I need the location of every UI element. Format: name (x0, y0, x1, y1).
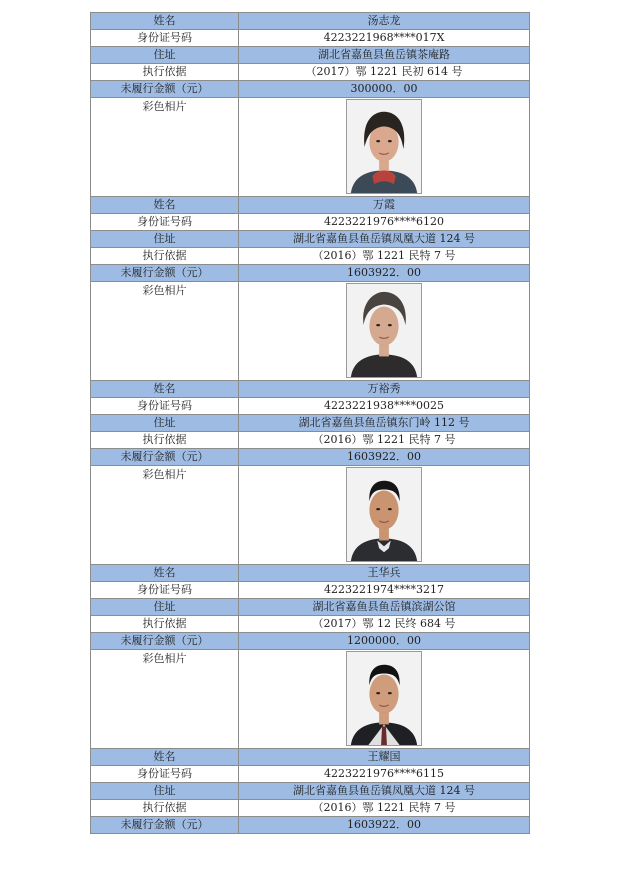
record-4-id-row (91, 582, 530, 599)
woman-portrait (346, 99, 422, 194)
name-value: 汤志龙 (239, 13, 530, 30)
address-label: 住址 (91, 783, 239, 800)
record-5-address-row (91, 783, 530, 800)
amount-label: 未履行金额（元） (91, 81, 239, 98)
photo-cell (239, 650, 530, 749)
amount-value: 300000．00 (239, 81, 530, 98)
record-2-name-row (91, 197, 530, 214)
photo-label: 彩色相片 (91, 650, 239, 749)
id-value: 4223221968****017X (239, 30, 530, 47)
record-3-id-row (91, 398, 530, 415)
photo-label: 彩色相片 (91, 98, 239, 197)
address-value: 湖北省嘉鱼县鱼岳镇滨湖公馆 (239, 599, 530, 616)
photo-label: 彩色相片 (91, 282, 239, 381)
record-2-address-row (91, 231, 530, 248)
record-5-id-row (91, 766, 530, 783)
record-4-amount-row (91, 633, 530, 650)
basis-label: 执行依据 (91, 800, 239, 817)
id-value: 4223221976****6115 (239, 766, 530, 783)
amount-label: 未履行金额（元） (91, 449, 239, 466)
name-label: 姓名 (91, 197, 239, 214)
photo-cell (239, 282, 530, 381)
debtor-table (90, 12, 530, 834)
address-value: 湖北省嘉鱼县鱼岳镇东门岭 112 号 (239, 415, 530, 432)
address-label: 住址 (91, 415, 239, 432)
record-3-amount-row (91, 449, 530, 466)
id-label: 身份证号码 (91, 398, 239, 415)
name-label: 姓名 (91, 565, 239, 582)
record-2-amount-row (91, 265, 530, 282)
record-3-address-row (91, 415, 530, 432)
basis-label: 执行依据 (91, 432, 239, 449)
record-1-name-row (91, 13, 530, 30)
record-4-name-row (91, 565, 530, 582)
address-label: 住址 (91, 47, 239, 64)
basis-value: （2016）鄂 1221 民特 7 号 (239, 800, 530, 817)
name-value: 王耀国 (239, 749, 530, 766)
basis-label: 执行依据 (91, 64, 239, 81)
address-label: 住址 (91, 599, 239, 616)
record-5-amount-row (91, 817, 530, 834)
name-label: 姓名 (91, 13, 239, 30)
id-label: 身份证号码 (91, 214, 239, 231)
elderly-woman-portrait (346, 283, 422, 378)
photo-label: 彩色相片 (91, 466, 239, 565)
amount-value: 1603922．00 (239, 265, 530, 282)
record-4-address-row (91, 599, 530, 616)
record-2-basis-row (91, 248, 530, 265)
id-label: 身份证号码 (91, 30, 239, 47)
record-4-photo-row (91, 650, 530, 749)
photo-cell (239, 98, 530, 197)
record-1-amount-row (91, 81, 530, 98)
record-1-photo-row (91, 98, 530, 197)
debtor-list-sheet (90, 12, 530, 834)
record-1-address-row (91, 47, 530, 64)
address-label: 住址 (91, 231, 239, 248)
name-value: 万裕秀 (239, 381, 530, 398)
id-value: 4223221976****6120 (239, 214, 530, 231)
address-value: 湖北省嘉鱼县鱼岳镇凤凰大道 124 号 (239, 783, 530, 800)
record-1-id-row (91, 30, 530, 47)
id-value: 4223221938****0025 (239, 398, 530, 415)
amount-value: 1603922．00 (239, 817, 530, 834)
man-portrait (346, 467, 422, 562)
name-value: 万霞 (239, 197, 530, 214)
basis-value: （2017）鄂 1221 民初 614 号 (239, 64, 530, 81)
name-value: 王华兵 (239, 565, 530, 582)
amount-label: 未履行金额（元） (91, 633, 239, 650)
basis-label: 执行依据 (91, 616, 239, 633)
record-2-photo-row (91, 282, 530, 381)
amount-label: 未履行金额（元） (91, 817, 239, 834)
basis-value: （2016）鄂 1221 民特 7 号 (239, 248, 530, 265)
id-value: 4223221974****3217 (239, 582, 530, 599)
address-value: 湖北省嘉鱼县鱼岳镇茶庵路 (239, 47, 530, 64)
record-2-id-row (91, 214, 530, 231)
record-5-name-row (91, 749, 530, 766)
name-label: 姓名 (91, 749, 239, 766)
amount-value: 1200000．00 (239, 633, 530, 650)
name-label: 姓名 (91, 381, 239, 398)
record-4-basis-row (91, 616, 530, 633)
address-value: 湖北省嘉鱼县鱼岳镇凤凰大道 124 号 (239, 231, 530, 248)
amount-label: 未履行金额（元） (91, 265, 239, 282)
basis-value: （2016）鄂 1221 民特 7 号 (239, 432, 530, 449)
record-1-basis-row (91, 64, 530, 81)
record-3-name-row (91, 381, 530, 398)
record-5-basis-row (91, 800, 530, 817)
man-suit-portrait (346, 651, 422, 746)
amount-value: 1603922．00 (239, 449, 530, 466)
photo-cell (239, 466, 530, 565)
record-3-photo-row (91, 466, 530, 565)
record-3-basis-row (91, 432, 530, 449)
basis-label: 执行依据 (91, 248, 239, 265)
id-label: 身份证号码 (91, 582, 239, 599)
basis-value: （2017）鄂 12 民终 684 号 (239, 616, 530, 633)
id-label: 身份证号码 (91, 766, 239, 783)
